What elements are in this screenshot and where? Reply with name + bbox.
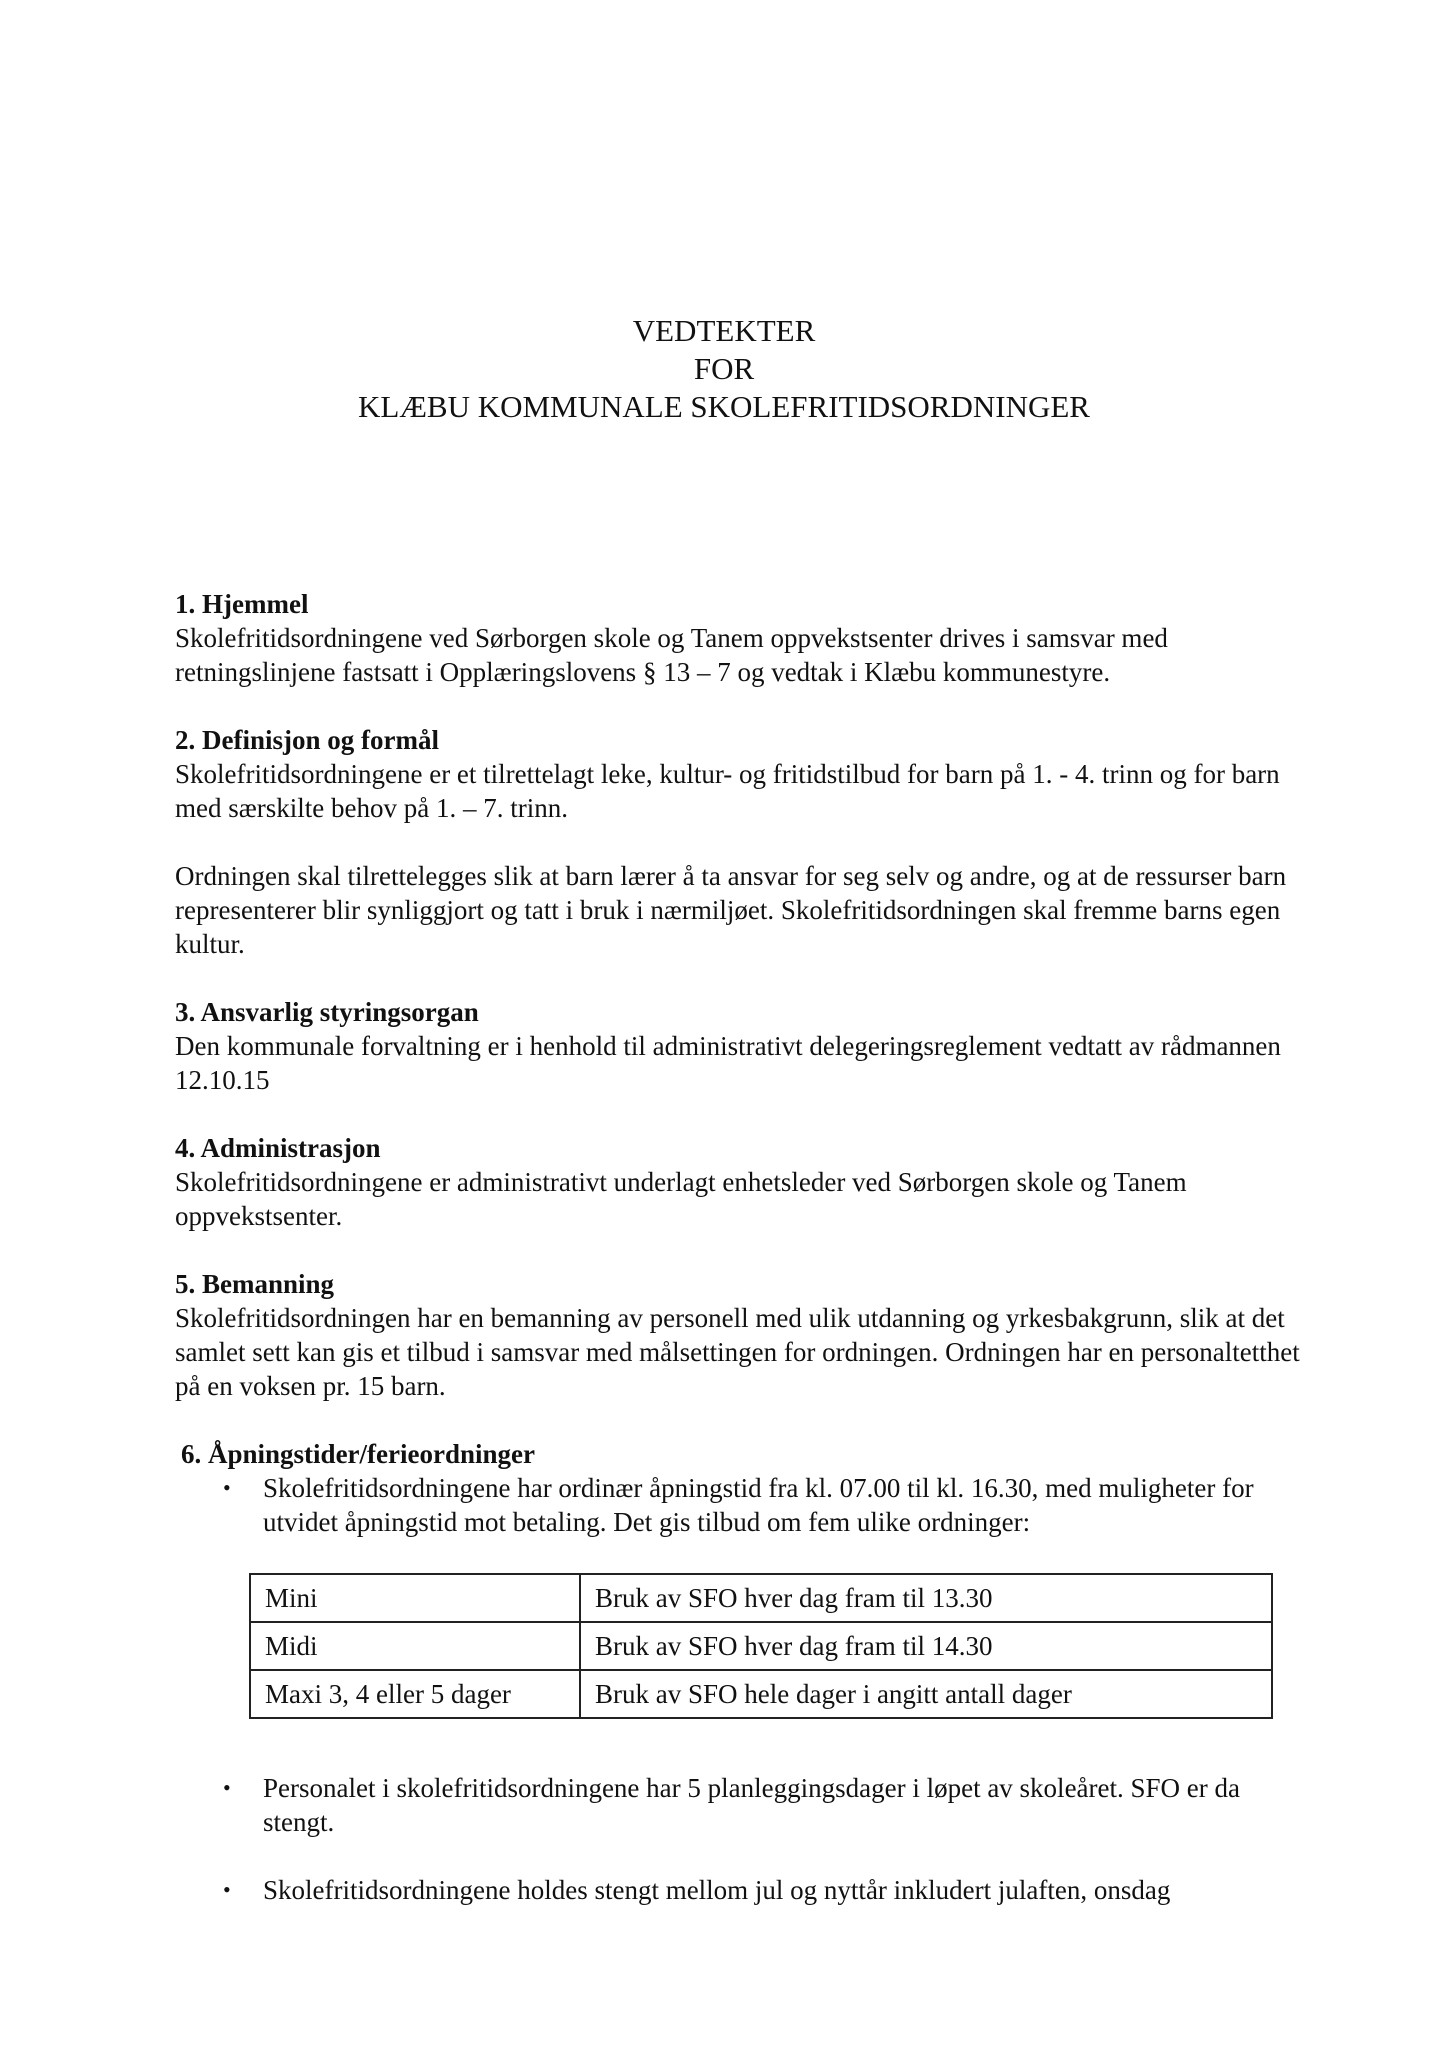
section-heading: 1. Hjemmel xyxy=(175,589,309,619)
table-row xyxy=(250,1670,1272,1718)
section-paragraph: Den kommunale forvaltning er i henhold til administrativt delegeringsreglement vedtatt av rådmannen 12.10.15 xyxy=(175,1031,1281,1095)
table-cell-description: Bruk av SFO hver dag fram til 14.30 xyxy=(580,1622,1272,1670)
section-paragraph: Skolefritidsordningene er administrativt underlagt enhetsleder ved Sørborgen skole og Tanem oppvekstsenter. xyxy=(175,1167,1187,1231)
section-administrasjon xyxy=(175,1131,1315,1233)
title-line-1: VEDTEKTER xyxy=(632,313,816,348)
section-bemanning xyxy=(175,1267,1315,1403)
section-paragraph: Skolefritidsordningene ved Sørborgen skole og Tanem oppvekstsenter drives i samsvar med retningslinjene fastsatt i Opplæringslovens § 13 – 7 og vedtak i Klæbu kommunestyre. xyxy=(175,623,1168,687)
title-line-2: FOR xyxy=(693,351,755,386)
table-cell-description: Bruk av SFO hver dag fram til 13.30 xyxy=(580,1574,1272,1622)
section-hjemmel xyxy=(175,587,1315,689)
table-cell-description: Bruk av SFO hele dager i angitt antall dager xyxy=(580,1670,1272,1718)
bullet-icon: • xyxy=(223,1775,231,1800)
section-heading: 4. Administrasjon xyxy=(175,1133,381,1163)
bullet-icon: • xyxy=(223,1475,231,1500)
bullet-text: Personalet i skolefritidsordningene har 5 planleggingsdager i løpet av skoleåret. SFO er da stengt. xyxy=(263,1773,1240,1837)
table-cell-name: Mini xyxy=(250,1574,580,1622)
section-definisjon xyxy=(175,723,1315,961)
section-paragraph: Ordningen skal tilrettelegges slik at barn lærer å ta ansvar for seg selv og andre, og at de ressurser barn representerer blir synliggjort og tatt i bruk i nærmiljøet. Skolefritidsordningen skal fremme barns egen kultur. xyxy=(175,861,1287,959)
section-styringsorgan xyxy=(175,995,1315,1097)
section-paragraph: Skolefritidsordningen har en bemanning av personell med ulik utdanning og yrkesbakgrunn, slik at det samlet sett kan gis et tilbud i samsvar med målsettingen for ordningen. Ordningen har en personaltetthet på en voksen pr. 15 barn. xyxy=(175,1303,1300,1401)
section-apningstider xyxy=(175,1437,1315,1907)
sfo-options-table xyxy=(249,1573,1273,1719)
section-paragraph: Skolefritidsordningene er et tilrettelagt leke, kultur- og fritidstilbud for barn på 1. - 4. trinn og for barn med særskilte behov på 1. – 7. trinn. xyxy=(175,759,1280,823)
table-row xyxy=(250,1622,1272,1670)
bullet-text: Skolefritidsordningene har ordinær åpningstid fra kl. 07.00 til kl. 16.30, med muligheter for utvidet åpningstid mot betaling. Det gis tilbud om fem ulike ordninger: xyxy=(263,1473,1254,1537)
bullet-icon: • xyxy=(223,1877,231,1902)
section-heading: 6. Åpningstider/ferieordninger xyxy=(181,1439,535,1469)
document-title xyxy=(0,312,1448,426)
document-body xyxy=(175,587,1315,1941)
bullet-item xyxy=(175,1471,1315,1539)
bullet-item xyxy=(175,1771,1315,1839)
table-cell-name: Maxi 3, 4 eller 5 dager xyxy=(250,1670,580,1718)
section-heading: 3. Ansvarlig styringsorgan xyxy=(175,997,479,1027)
bullet-item xyxy=(175,1873,1315,1907)
section-heading: 5. Bemanning xyxy=(175,1269,335,1299)
title-line-3: KLÆBU KOMMUNALE SKOLEFRITIDSORDNINGER xyxy=(358,389,1090,424)
table-cell-name: Midi xyxy=(250,1622,580,1670)
table-row xyxy=(250,1574,1272,1622)
bullet-text: Skolefritidsordningene holdes stengt mellom jul og nyttår inkludert julaften, onsdag xyxy=(263,1875,1171,1905)
section-heading: 2. Definisjon og formål xyxy=(175,725,439,755)
